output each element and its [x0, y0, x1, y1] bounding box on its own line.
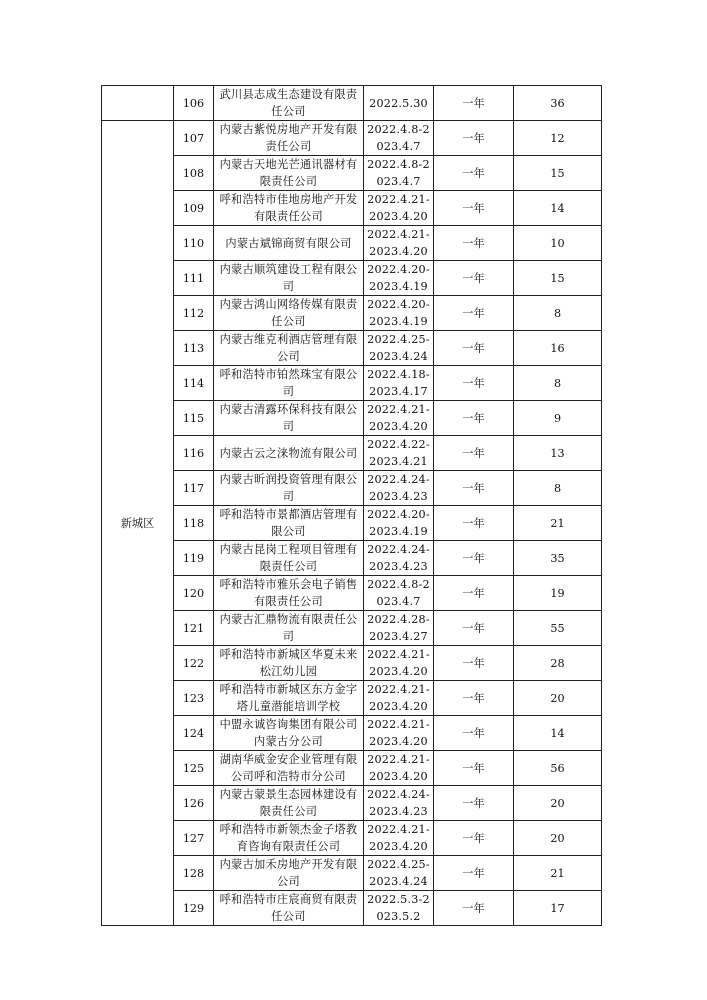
row-number: 128: [174, 856, 214, 891]
term-length: 一年: [434, 261, 514, 296]
license-period: 2022.4.28-2023.4.27: [364, 611, 434, 646]
table-row: [102, 506, 602, 541]
company-name: 呼和浩特市铂然珠宝有限公司: [214, 366, 364, 401]
company-name: 呼和浩特市雅乐会电子销售有限责任公司: [214, 576, 364, 611]
row-number: 112: [174, 296, 214, 331]
table-row: [102, 856, 602, 891]
company-name: 内蒙古鸿山网络传媒有限责任公司: [214, 296, 364, 331]
table-row: [102, 541, 602, 576]
term-length: 一年: [434, 821, 514, 856]
term-length: 一年: [434, 576, 514, 611]
staff-count: 13: [514, 436, 602, 471]
row-number: 106: [174, 86, 214, 121]
license-period: 2022.4.21-2023.4.20: [364, 191, 434, 226]
term-length: 一年: [434, 506, 514, 541]
staff-count: 36: [514, 86, 602, 121]
license-period: 2022.4.21-2023.4.20: [364, 716, 434, 751]
term-length: 一年: [434, 891, 514, 926]
term-length: 一年: [434, 471, 514, 506]
table-row: [102, 156, 602, 191]
row-number: 107: [174, 121, 214, 156]
staff-count: 14: [514, 716, 602, 751]
company-name: 内蒙古蒙景生态园林建设有限责任公司: [214, 786, 364, 821]
license-period: 2022.4.25-2023.4.24: [364, 331, 434, 366]
license-period: 2022.4.24-2023.4.23: [364, 471, 434, 506]
staff-count: 12: [514, 121, 602, 156]
license-period: 2022.4.21-2023.4.20: [364, 681, 434, 716]
table-row: [102, 331, 602, 366]
staff-count: 19: [514, 576, 602, 611]
staff-count: 10: [514, 226, 602, 261]
term-length: 一年: [434, 366, 514, 401]
license-period: 2022.4.21-2023.4.20: [364, 751, 434, 786]
row-number: 127: [174, 821, 214, 856]
company-name: 呼和浩特市佳地房地产开发有限责任公司: [214, 191, 364, 226]
table-row: [102, 786, 602, 821]
term-length: 一年: [434, 751, 514, 786]
license-period: 2022.4.22-2023.4.21: [364, 436, 434, 471]
term-length: 一年: [434, 226, 514, 261]
company-name: 呼和浩特市新城区东方金字塔儿童潜能培训学校: [214, 681, 364, 716]
table-row: [102, 716, 602, 751]
staff-count: 8: [514, 471, 602, 506]
license-period: 2022.4.20-2023.4.19: [364, 506, 434, 541]
row-number: 110: [174, 226, 214, 261]
row-number: 122: [174, 646, 214, 681]
staff-count: 15: [514, 156, 602, 191]
row-number: 121: [174, 611, 214, 646]
term-length: 一年: [434, 86, 514, 121]
row-number: 117: [174, 471, 214, 506]
license-period: 2022.4.21-2023.4.20: [364, 401, 434, 436]
term-length: 一年: [434, 191, 514, 226]
staff-count: 21: [514, 506, 602, 541]
term-length: 一年: [434, 681, 514, 716]
company-name: 呼和浩特市庄宸商贸有限责任公司: [214, 891, 364, 926]
table-row: [102, 576, 602, 611]
term-length: 一年: [434, 401, 514, 436]
license-period: 2022.4.21-2023.4.20: [364, 646, 434, 681]
table-row: [102, 891, 602, 926]
table-row: [102, 401, 602, 436]
row-number: 111: [174, 261, 214, 296]
term-length: 一年: [434, 611, 514, 646]
company-name: 内蒙古斌锦商贸有限公司: [214, 226, 364, 261]
staff-count: 55: [514, 611, 602, 646]
table-row: [102, 191, 602, 226]
table-row: [102, 261, 602, 296]
row-number: 119: [174, 541, 214, 576]
company-name: 呼和浩特市新城区华夏未来松江幼儿园: [214, 646, 364, 681]
company-name: 内蒙古维克利酒店管理有限公司: [214, 331, 364, 366]
company-name: 湖南华威金安企业管理有限公司呼和浩特市分公司: [214, 751, 364, 786]
row-number: 113: [174, 331, 214, 366]
table-row: [102, 366, 602, 401]
staff-count: 14: [514, 191, 602, 226]
term-length: 一年: [434, 541, 514, 576]
staff-count: 9: [514, 401, 602, 436]
term-length: 一年: [434, 436, 514, 471]
table-row: [102, 646, 602, 681]
license-period: 2022.4.20-2023.4.19: [364, 296, 434, 331]
staff-count: 16: [514, 331, 602, 366]
company-name: 内蒙古云之涞物流有限公司: [214, 436, 364, 471]
term-length: 一年: [434, 646, 514, 681]
table-row: [102, 821, 602, 856]
staff-count: 20: [514, 821, 602, 856]
staff-count: 15: [514, 261, 602, 296]
table-row: [102, 611, 602, 646]
row-number: 115: [174, 401, 214, 436]
row-number: 129: [174, 891, 214, 926]
company-name: 内蒙古昆岗工程项目管理有限责任公司: [214, 541, 364, 576]
table-row: [102, 86, 602, 121]
table-row: [102, 121, 602, 156]
row-number: 114: [174, 366, 214, 401]
staff-count: 28: [514, 646, 602, 681]
term-length: 一年: [434, 156, 514, 191]
staff-count: 56: [514, 751, 602, 786]
term-length: 一年: [434, 856, 514, 891]
table-row: [102, 436, 602, 471]
table-row: [102, 681, 602, 716]
records-table-body: [102, 86, 602, 926]
term-length: 一年: [434, 121, 514, 156]
district-cell: 新城区: [102, 121, 174, 926]
row-number: 118: [174, 506, 214, 541]
license-period: 2022.5.3-2023.5.2: [364, 891, 434, 926]
row-number: 125: [174, 751, 214, 786]
row-number: 126: [174, 786, 214, 821]
row-number: 123: [174, 681, 214, 716]
company-name: 中盟永诚咨询集团有限公司内蒙古分公司: [214, 716, 364, 751]
term-length: 一年: [434, 331, 514, 366]
company-name: 内蒙古昕润投资管理有限公司: [214, 471, 364, 506]
license-period: 2022.5.30: [364, 86, 434, 121]
term-length: 一年: [434, 716, 514, 751]
row-number: 108: [174, 156, 214, 191]
staff-count: 20: [514, 786, 602, 821]
term-length: 一年: [434, 786, 514, 821]
staff-count: 8: [514, 366, 602, 401]
company-name: 呼和浩特市景都酒店管理有限公司: [214, 506, 364, 541]
staff-count: 8: [514, 296, 602, 331]
row-number: 109: [174, 191, 214, 226]
row-number: 124: [174, 716, 214, 751]
table-row: [102, 471, 602, 506]
records-table: [101, 85, 602, 926]
term-length: 一年: [434, 296, 514, 331]
company-name: 武川县志成生态建设有限责任公司: [214, 86, 364, 121]
license-period: 2022.4.21-2023.4.20: [364, 821, 434, 856]
license-period: 2022.4.21-2023.4.20: [364, 226, 434, 261]
company-name: 内蒙古紫悦房地产开发有限责任公司: [214, 121, 364, 156]
company-name: 呼和浩特市新领杰金子塔教育咨询有限责任公司: [214, 821, 364, 856]
row-number: 116: [174, 436, 214, 471]
license-period: 2022.4.8-2023.4.7: [364, 156, 434, 191]
company-name: 内蒙古顺筑建设工程有限公司: [214, 261, 364, 296]
company-name: 内蒙古汇鼎物流有限责任公司: [214, 611, 364, 646]
license-period: 2022.4.18-2023.4.17: [364, 366, 434, 401]
table-row: [102, 226, 602, 261]
table-row: [102, 751, 602, 786]
license-period: 2022.4.24-2023.4.23: [364, 786, 434, 821]
company-name: 内蒙古天地光芒通讯器材有限责任公司: [214, 156, 364, 191]
table-row: [102, 296, 602, 331]
company-name: 内蒙古清露环保科技有限公司: [214, 401, 364, 436]
license-period: 2022.4.20-2023.4.19: [364, 261, 434, 296]
staff-count: 17: [514, 891, 602, 926]
district-cell-empty: [102, 86, 174, 121]
staff-count: 21: [514, 856, 602, 891]
company-name: 内蒙古加禾房地产开发有限公司: [214, 856, 364, 891]
staff-count: 35: [514, 541, 602, 576]
staff-count: 20: [514, 681, 602, 716]
license-period: 2022.4.24-2023.4.23: [364, 541, 434, 576]
row-number: 120: [174, 576, 214, 611]
license-period: 2022.4.8-2023.4.7: [364, 576, 434, 611]
license-period: 2022.4.8-2023.4.7: [364, 121, 434, 156]
license-period: 2022.4.25-2023.4.24: [364, 856, 434, 891]
